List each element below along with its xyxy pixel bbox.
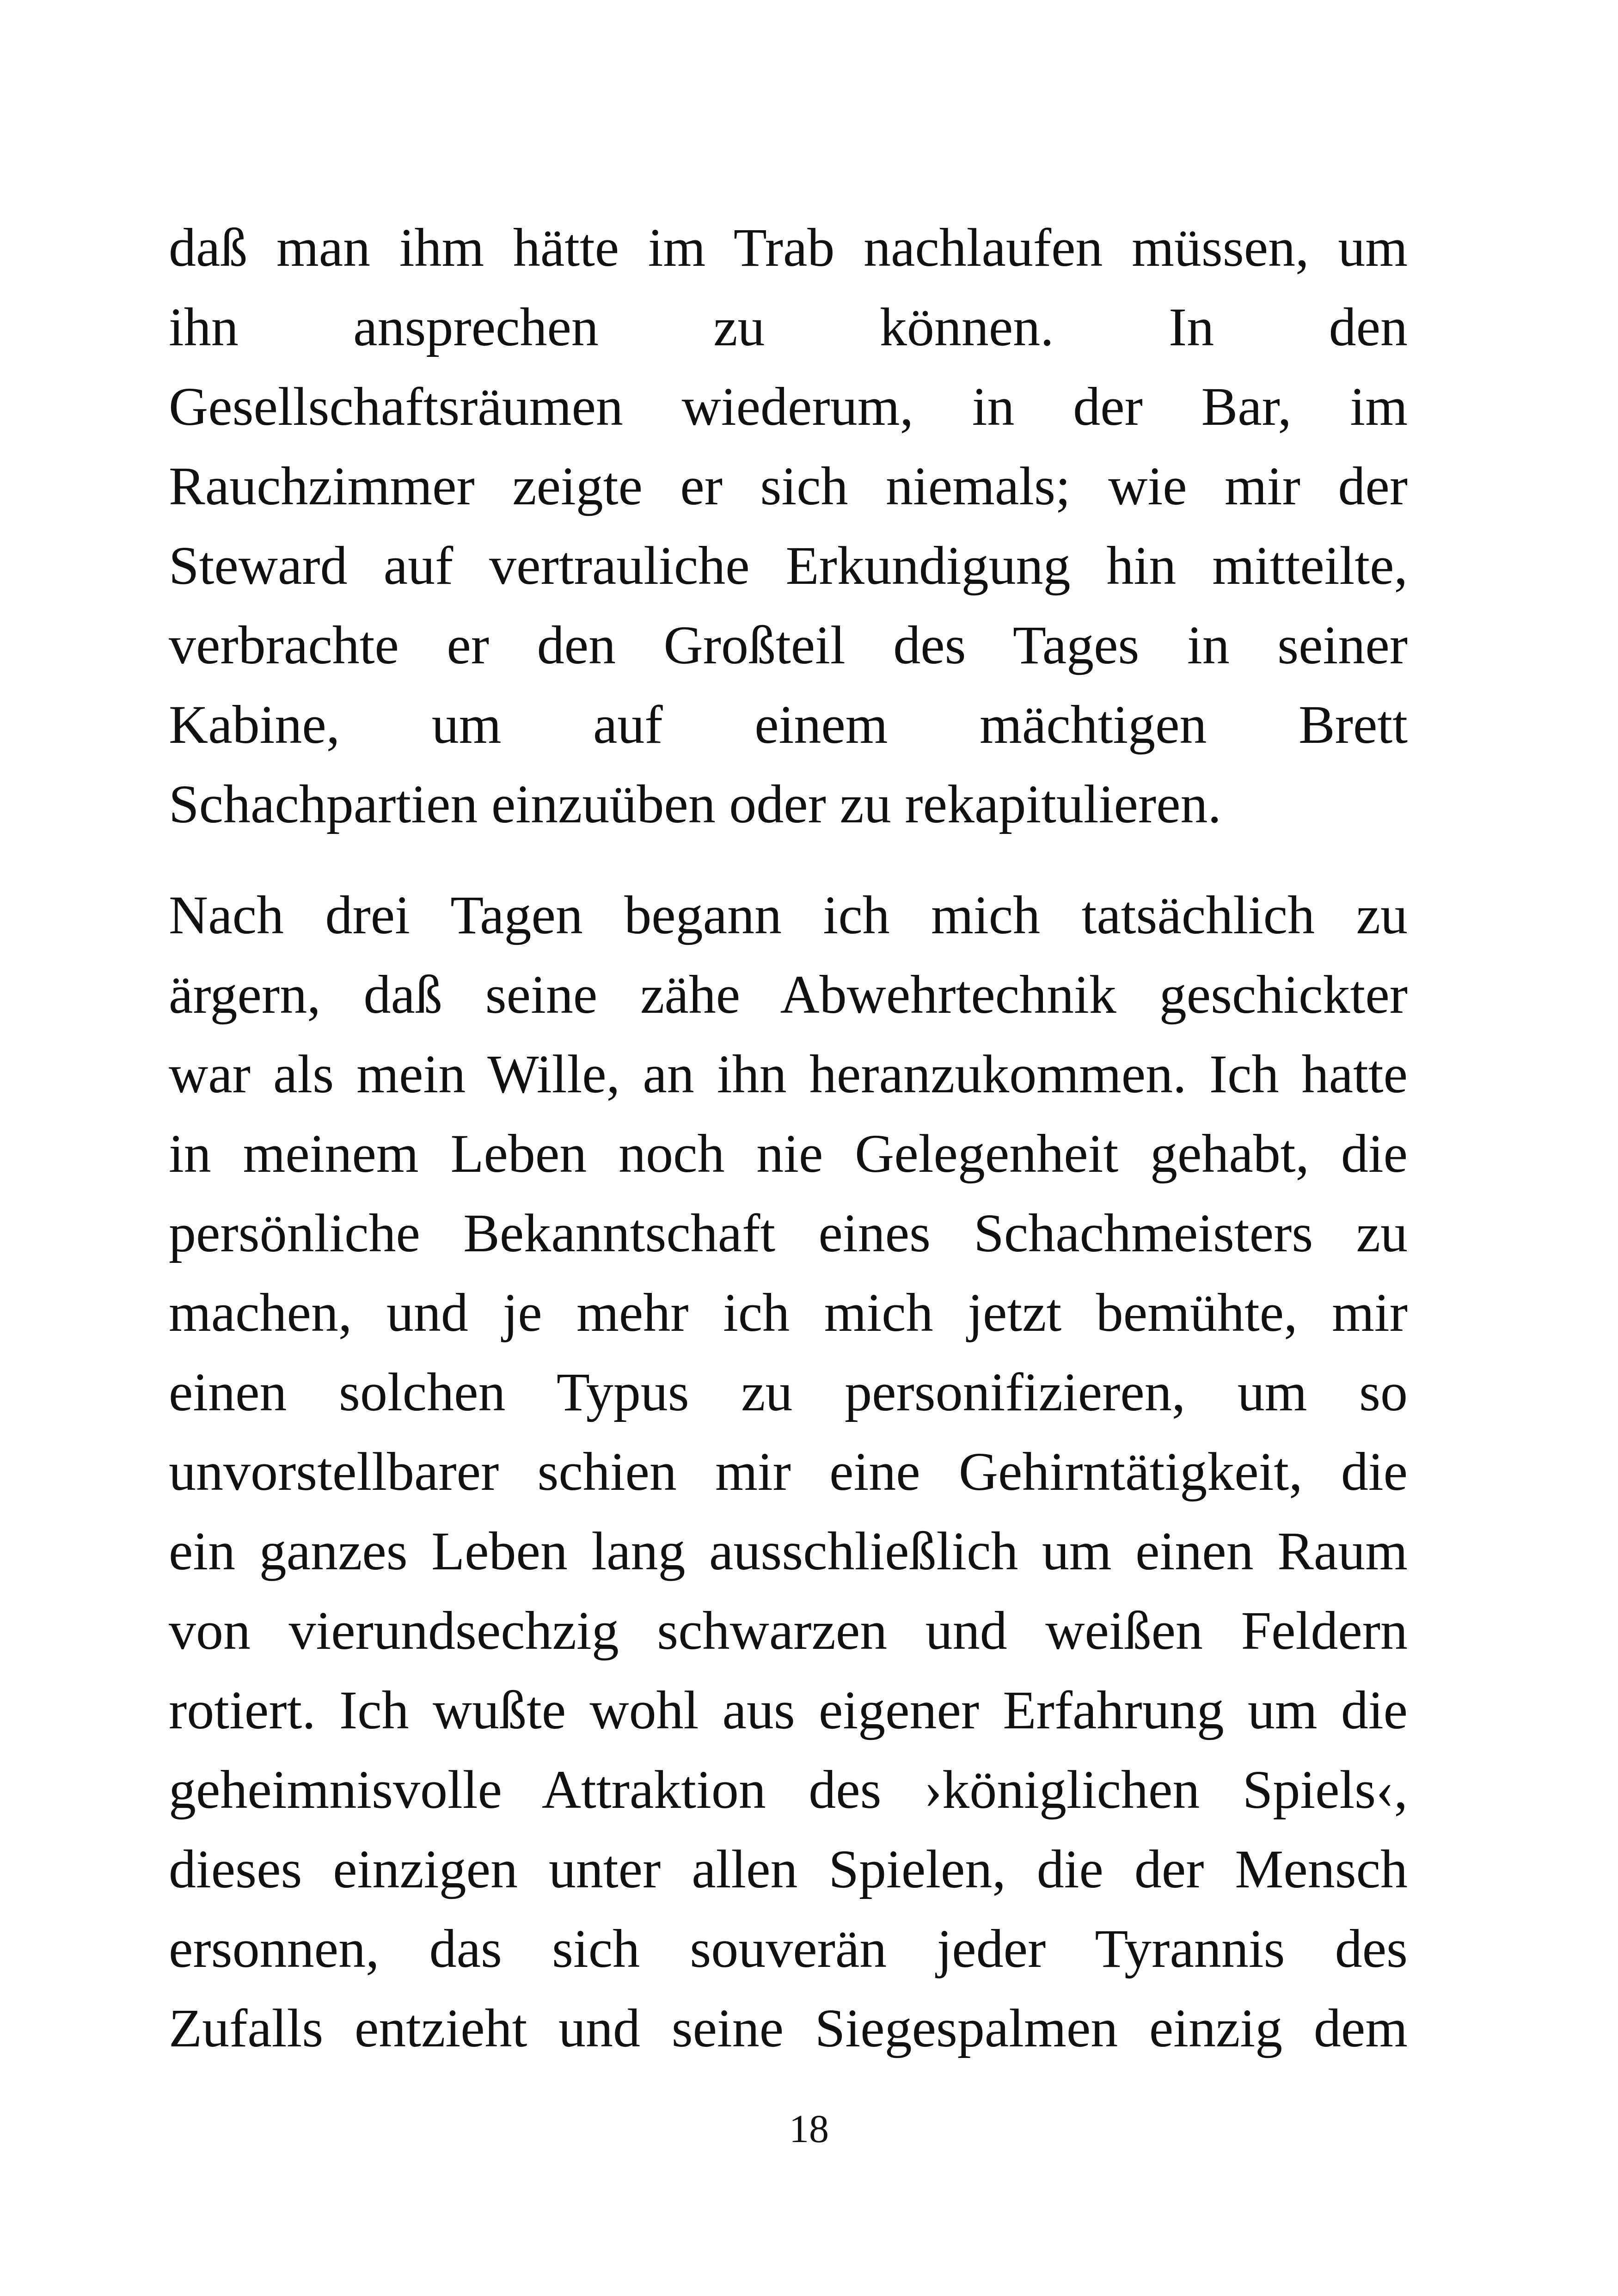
page-number: 18: [789, 2106, 829, 2151]
text-line: Rauchzimmer zeigte er sich niemals; wie mir der: [169, 456, 1408, 516]
text-line: dieses einzigen unter allen Spielen, die der Mensch: [169, 1839, 1408, 1899]
text-line: einen solchen Typus zu personifizieren, um so: [169, 1362, 1408, 1422]
text-line: daß man ihm hätte im Trab nachlaufen müssen, um: [169, 217, 1408, 278]
text-line: verbrachte er den Großteil des Tages in seiner: [169, 615, 1408, 675]
text-line: war als mein Wille, an ihn heranzukommen. Ich hatte: [169, 1044, 1408, 1104]
text-line: unvorstellbarer schien mir eine Gehirntätigkeit, die: [169, 1441, 1408, 1502]
text-line: Kabine, um auf einem mächtigen Brett: [169, 694, 1408, 755]
text-line: ärgern, daß seine zähe Abwehrtechnik geschickter: [169, 964, 1408, 1025]
text-line: von vierundsechzig schwarzen und weißen Feldern: [169, 1600, 1408, 1661]
text-line: in meinem Leben noch nie Gelegenheit gehabt, die: [169, 1123, 1408, 1184]
text-line: Schachpartien einzuüben oder zu rekapitulieren.: [169, 774, 1222, 834]
text-line: geheimnisvolle Attraktion des ›königlichen Spiels‹,: [169, 1759, 1408, 1820]
text-line: Nach drei Tagen begann ich mich tatsächlich zu: [169, 885, 1408, 945]
text-line: rotiert. Ich wußte wohl aus eigener Erfahrung um die: [169, 1680, 1408, 1740]
text-line: Gesellschaftsräumen wiederum, in der Bar, im: [169, 376, 1408, 437]
text-line: machen, und je mehr ich mich jetzt bemühte, mir: [169, 1282, 1408, 1343]
text-line: ihn ansprechen zu können. In den: [169, 297, 1408, 357]
text-line: Steward auf vertrauliche Erkundigung hin mitteilte,: [169, 535, 1408, 596]
text-line: persönliche Bekanntschaft eines Schachmeisters zu: [169, 1203, 1408, 1263]
text-line: ein ganzes Leben lang ausschließlich um einen Raum: [169, 1521, 1408, 1581]
text-line: ersonnen, das sich souverän jeder Tyrannis des: [169, 1918, 1408, 1979]
text-line: Zufalls entzieht und seine Siegespalmen einzig dem: [169, 1998, 1408, 2058]
